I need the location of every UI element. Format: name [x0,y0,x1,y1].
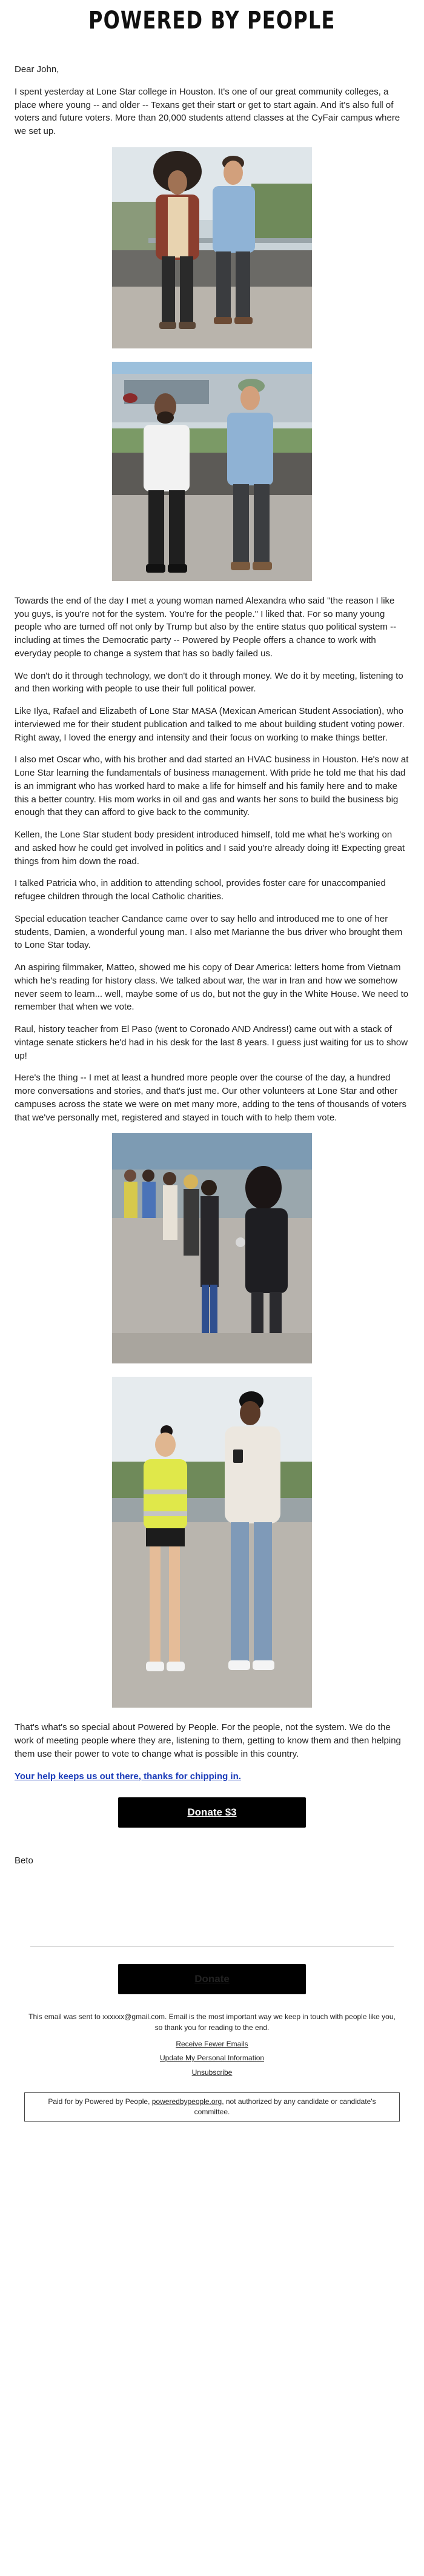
header-title: POWERED BY PEOPLE [88,7,336,35]
footer-links [24,2039,400,2078]
photo-volunteer-registering-student [112,1377,312,1708]
photo-beto-talking-with-student [112,362,312,581]
paragraph: Raul, history teacher from El Paso (went to Coronado AND Andress!) came out with a stack of vintage senate stickers he'd had in his desk for the last 8 years. I guess just waiting for us to show up! [15,1024,408,1061]
footer-note: This email was sent to xxxxxx@gmail.com. Email is the most important way we keep in touch with people like you, so thank you for reading to the end. [28,2012,396,2032]
footer [0,1964,424,2122]
receive-fewer-emails-link[interactable]: Receive Fewer Emails [176,2040,248,2048]
paid-for-disclaimer [24,2092,400,2122]
update-personal-info-link[interactable]: Update My Personal Information [159,2054,265,2063]
signature: Beto [15,1855,33,1866]
paragraph: That's what's so special about Powered by People. For the people, not the system. We do the work of meeting people where they are, listening to them, getting to know them and then helping them use their power to vote to change what is possible in this country. [15,1722,401,1759]
footer-donate-button[interactable]: Donate [118,1964,306,1994]
photo-beto-with-student [112,147,312,348]
email-body [0,41,424,1868]
paid-for-prefix: Paid for by Powered by People, [48,2097,152,2106]
footer-divider [30,1946,394,1947]
donate-3-button[interactable]: Donate $3 [118,1797,306,1828]
paragraph: I spent yesterday at Lone Star college in Houston. It's one of our great community colleges, a place where young -- and older -- Texans get their start or get to start again. And it's also full of voters and future voters. More than 20,000 students attend classes at the CyFair campus where we set up. [15,86,400,136]
paid-for-suffix: , not authorized by any candidate or candidate's committee. [194,2097,376,2116]
unsubscribe-link[interactable]: Unsubscribe [191,2068,233,2077]
header-banner [0,0,424,41]
donate-text-link[interactable]: Your help keeps us out there, thanks for chipping in. [15,1771,241,1782]
paragraph: I talked Patricia who, in addition to attending school, provides foster care for unaccompanied refugee children through the local Catholic charities. [15,878,386,902]
paragraph: Special education teacher Candance came over to say hello and introduced me to one of her students, Damien, a wonderful young man. I also met Marianne the bus driver who brought them to Lone Star today. [15,913,403,951]
greeting: Dear John, [15,64,59,75]
paragraph: Here's the thing -- I met at least a hundred more people over the course of the day, a hundred more conversations and stories, and that's just me. Our other volunteers at Lone Star and other campuses across the state we were on met many more, adding to the tens of thousands of voters that we've personally met, registered and stayed in touch with to help them vote. [15,1073,407,1123]
paragraph: An aspiring filmmaker, Matteo, showed me his copy of Dear America: letters home from Vietnam which he's reading for history class. We talked about war, the war in Iran and how we somehow never seem to learn... well, maybe some of us do, but not the guy in the White House. We need to remember that when we vote. [15,962,409,1013]
paragraph: I also met Oscar who, with his brother and dad started an HVAC business in Houston. He's now at Lone Star learning the fundamentals of business management. With pride he told me that his dad is an immigrant who has worked hard to make a life for himself and his family here and to make this a better country. His mom works in oil and gas and wants her sons to build the business big enough that they can afford to give back to the community. [15,754,409,818]
paragraph: Towards the end of the day I met a young woman named Alexandra who said "the reason I like you guys, is you're not for the system. You're for the people." I liked that. For so many young people who are turned off not only by Trump but also by the entire status quo political system -- including at times the Democratic party -- Powered by People offers a chance to work with everyday people to change a system that has so badly failed us. [15,595,397,659]
paragraph: Kellen, the Lone Star student body president introduced himself, told me what he's working on and asked how he could get involved in politics and I said you're already doing it! Expecting great things from him down the road. [15,830,405,867]
paragraph: We don't do it through technology, we don't do it through money. We do it by meeting, listening to and then working with people to use their full political power. [15,670,403,694]
paragraph: Like Ilya, Rafael and Elizabeth of Lone Star MASA (Mexican American Student Association), who interviewed me for their student publication and talked to me about building student voting power. Right away, I loved the energy and intensity and their focus on working to make things better. [15,706,405,743]
photo-students-group [112,1133,312,1363]
poweredbypeople-link[interactable]: poweredbypeople.org [151,2097,222,2106]
